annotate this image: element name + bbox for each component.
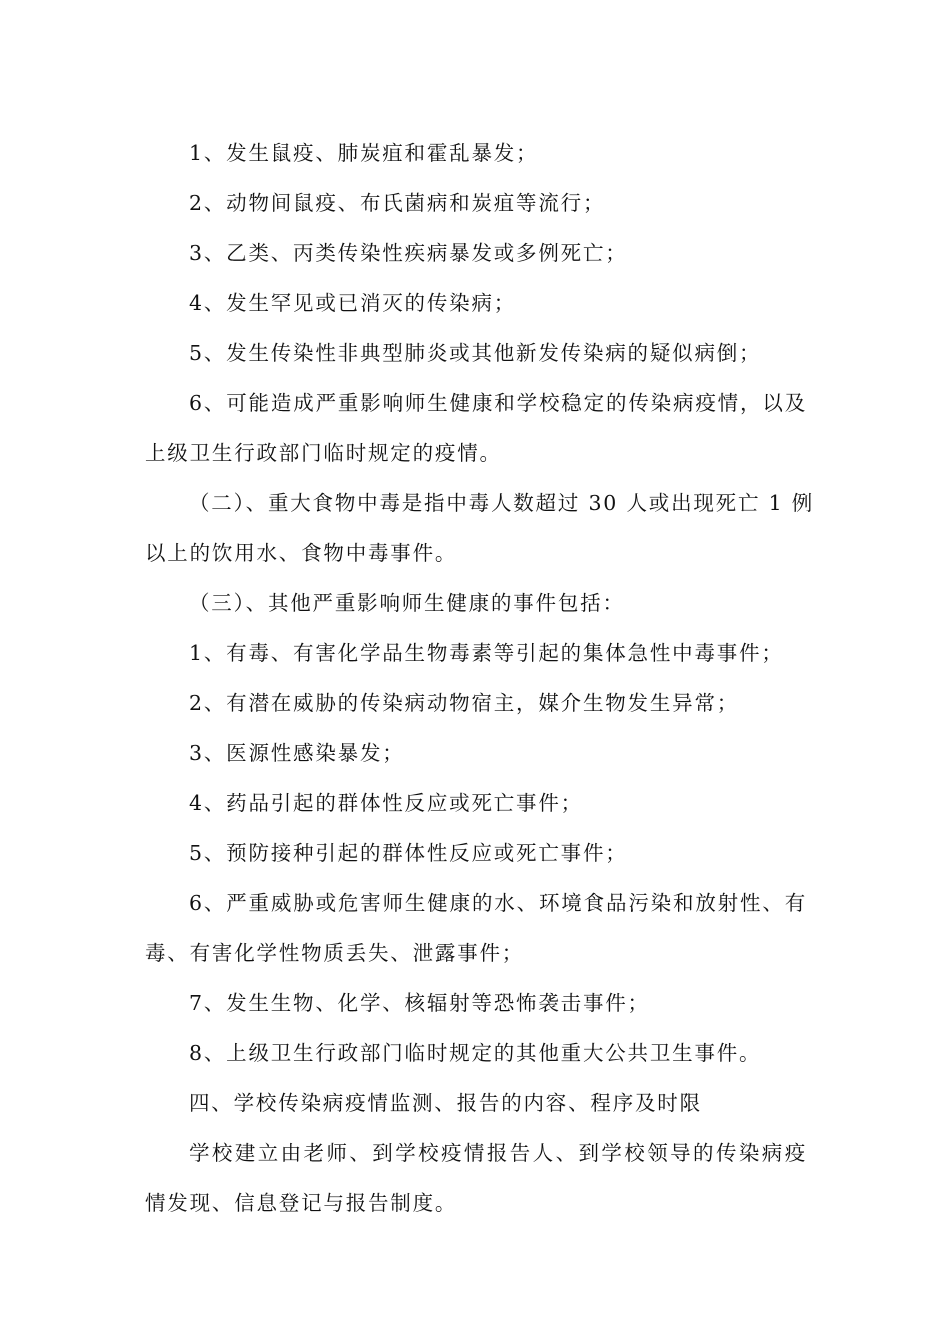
section-four-paragraph-line-1: 学校建立由老师、到学校疫情报告人、到学校领导的传染病疫 <box>189 1141 807 1165</box>
event-item-5: 5、预防接种引起的群体性反应或死亡事件； <box>189 841 628 865</box>
document-body <box>145 128 815 1228</box>
section-four-heading: 四、学校传染病疫情监测、报告的内容、程序及时限 <box>189 1091 702 1115</box>
event-item-8: 8、上级卫生行政部门临时规定的其他重大公共卫生事件。 <box>189 1041 762 1065</box>
section-four-paragraph-line-2: 情发现、信息登记与报告制度。 <box>145 1191 458 1215</box>
list-item-5: 5、发生传染性非典型肺炎或其他新发传染病的疑似病倒； <box>189 341 762 365</box>
list-item-4: 4、发生罕见或已消灭的传染病； <box>189 291 517 315</box>
event-item-3: 3、医源性感染暴发； <box>189 741 405 765</box>
event-item-7: 7、发生生物、化学、核辐射等恐怖袭击事件； <box>189 991 650 1015</box>
section-three-heading: （三）、其他严重影响师生健康的事件包括： <box>189 591 625 615</box>
list-item-1: 1、发生鼠疫、肺炭疽和霍乱暴发； <box>189 141 539 165</box>
list-item-3: 3、乙类、丙类传染性疾病暴发或多例死亡； <box>189 241 628 265</box>
event-item-4: 4、药品引起的群体性反应或死亡事件； <box>189 791 583 815</box>
section-two-line-1: （二）、重大食物中毒是指中毒人数超过 30 人或出现死亡 1 例 <box>189 491 815 515</box>
list-item-2: 2、动物间鼠疫、布氏菌病和炭疽等流行； <box>189 191 606 215</box>
list-item-6-line-2: 上级卫生行政部门临时规定的疫情。 <box>145 441 502 465</box>
event-item-6-line-1: 6、严重威胁或危害师生健康的水、环境食品污染和放射性、有 <box>189 891 807 915</box>
list-item-6-line-1: 6、可能造成严重影响师生健康和学校稳定的传染病疫情，以及 <box>189 391 807 415</box>
event-item-1: 1、有毒、有害化学品生物毒素等引起的集体急性中毒事件； <box>189 641 784 665</box>
event-item-6-line-2: 毒、有害化学性物质丢失、泄露事件； <box>145 941 525 965</box>
event-item-2: 2、有潜在威胁的传染病动物宿主，媒介生物发生异常； <box>189 691 740 715</box>
section-two-line-2: 以上的饮用水、食物中毒事件。 <box>145 541 458 565</box>
